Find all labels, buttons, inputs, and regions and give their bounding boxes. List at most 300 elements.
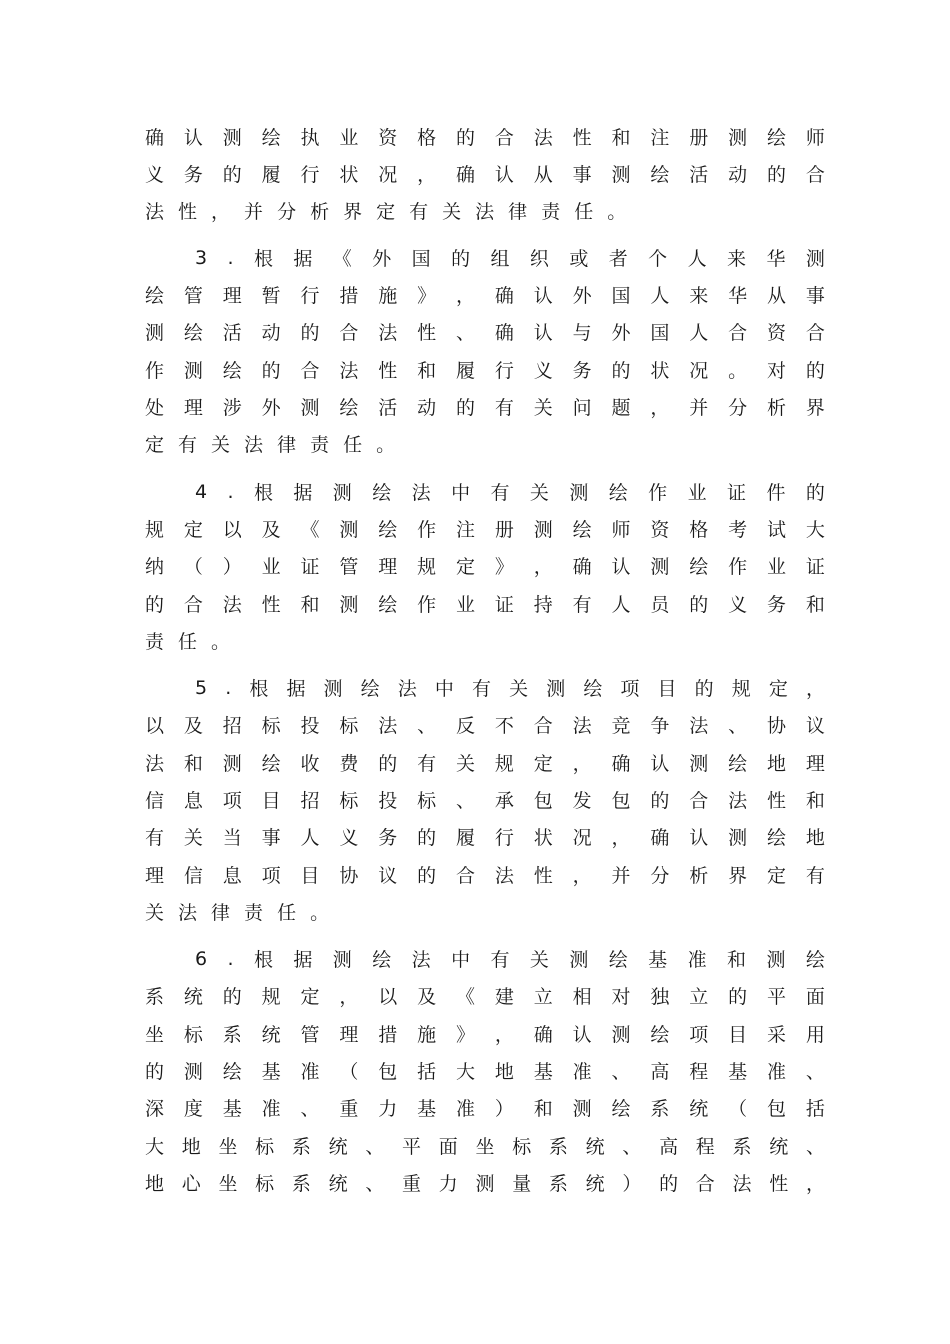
text-char: 人 [611, 594, 631, 616]
text-char: 绘 [378, 594, 398, 616]
text-char: 务 [378, 827, 398, 849]
text-char: 息 [183, 790, 203, 812]
text-char: 的 [659, 1173, 679, 1195]
text-char: 分 [277, 201, 297, 223]
text-char: 来 [727, 248, 747, 270]
text-char: 管 [339, 556, 359, 578]
text-char: 绘 [339, 397, 359, 419]
text-char: 信 [183, 865, 203, 887]
text-char: 合 [494, 127, 514, 149]
text-char: 业 [687, 482, 707, 504]
text-char: 认 [611, 556, 631, 578]
text-char: 测 [650, 556, 670, 578]
text-char: 中 [451, 949, 471, 971]
text-char: 绘 [650, 164, 670, 186]
text-char: 测 [300, 397, 320, 419]
text-char: 测 [332, 949, 352, 971]
text-char: 定 [300, 986, 320, 1008]
text-char: 测 [805, 248, 825, 270]
text-char: 任 [574, 201, 594, 223]
text-char: 动 [728, 164, 748, 186]
text-char: 活 [222, 322, 242, 344]
text-char: 有 [490, 949, 510, 971]
text-char: 承 [494, 790, 514, 812]
text-char: 规 [417, 556, 437, 578]
text-char: 况 [572, 827, 592, 849]
text-char: 和 [805, 594, 825, 616]
text-char: 合 [695, 1173, 715, 1195]
text-char: 地 [767, 753, 787, 775]
text-char: 大 [145, 1136, 165, 1158]
text-char: 基 [533, 1061, 553, 1083]
text-line [145, 622, 825, 659]
text-char: 法 [572, 715, 592, 737]
text-char: ， [533, 556, 553, 578]
text-line [145, 977, 825, 1014]
text-char: 绘 [261, 753, 281, 775]
text-char: 问 [572, 397, 592, 419]
text-char: 师 [805, 127, 825, 149]
text-char: 标 [255, 1136, 275, 1158]
text-char: 标 [417, 790, 437, 812]
text-char: 程 [689, 1061, 709, 1083]
text-char: 有 [572, 594, 592, 616]
text-char: 绘 [372, 482, 392, 504]
text-char: 、 [365, 1136, 385, 1158]
text-char: 的 [300, 322, 320, 344]
text-char: 括 [417, 1061, 437, 1083]
text-char: 争 [650, 715, 670, 737]
text-char: 准 [261, 1098, 281, 1120]
text-char: 人 [650, 285, 670, 307]
text-char: 涉 [222, 397, 242, 419]
text-char: 、 [728, 715, 748, 737]
text-char: 任 [277, 902, 297, 924]
text-char: 界 [343, 201, 363, 223]
text-char: 状 [650, 360, 670, 382]
text-char: 的 [145, 1061, 165, 1083]
text-char: 或 [569, 248, 589, 270]
text-char: 理 [339, 1024, 359, 1046]
text-char: 规 [731, 678, 751, 700]
text-char: 并 [244, 201, 264, 223]
text-char: 析 [310, 201, 330, 223]
text-char: 程 [695, 1136, 715, 1158]
text-char: 地 [145, 1173, 165, 1195]
text-char: 招 [300, 790, 320, 812]
text-line [145, 744, 825, 781]
text-char: 外 [611, 322, 631, 344]
text-char: 有 [417, 753, 437, 775]
text-char: 关 [529, 949, 549, 971]
text-char: 法 [411, 949, 431, 971]
text-char: 暂 [261, 285, 281, 307]
text-char: 处 [145, 397, 165, 419]
text-char: 定 [768, 678, 788, 700]
text-char: 华 [728, 285, 748, 307]
text-char: 务 [183, 164, 203, 186]
text-char: 状 [339, 164, 359, 186]
text-char: 的 [805, 482, 825, 504]
text-char: 测 [546, 678, 566, 700]
text-char: 界 [805, 397, 825, 419]
text-line [145, 118, 825, 155]
text-char: 的 [451, 248, 471, 270]
text-char: 绘 [650, 1024, 670, 1046]
text-char: 律 [277, 434, 297, 456]
text-char: ， [572, 753, 592, 775]
text-char: 确 [533, 1024, 553, 1046]
text-char: 织 [529, 248, 549, 270]
paragraph-start-line [195, 239, 825, 276]
text-char: 性 [417, 322, 437, 344]
text-char: 证 [300, 556, 320, 578]
text-char: 测 [475, 1173, 495, 1195]
text-char: 国 [411, 248, 431, 270]
text-char: 不 [494, 715, 514, 737]
text-char: 法 [145, 753, 165, 775]
text-char: 理 [183, 397, 203, 419]
text-char: ， [572, 865, 592, 887]
text-char: 立 [533, 986, 553, 1008]
text-char: 析 [689, 865, 709, 887]
text-char: 措 [339, 285, 359, 307]
text-char: 的 [145, 594, 165, 616]
text-char: 有 [490, 482, 510, 504]
text-char: 析 [767, 397, 787, 419]
text-char: 测 [339, 519, 359, 541]
text-char: 绘 [145, 285, 165, 307]
text-char: 律 [508, 201, 528, 223]
text-char: 合 [689, 790, 709, 812]
text-char: 的 [767, 164, 787, 186]
text-char: 测 [183, 1061, 203, 1083]
text-char: 理 [145, 865, 165, 887]
text-char: 括 [805, 1098, 825, 1120]
text-char: 和 [533, 1098, 553, 1120]
text-char: 》 [494, 556, 514, 578]
text-char: 议 [805, 715, 825, 737]
text-char: 资 [650, 519, 670, 541]
text-char: 确 [611, 753, 631, 775]
text-char: 绘 [261, 127, 281, 149]
text-char: 义 [339, 827, 359, 849]
text-char: 测 [611, 164, 631, 186]
text-char: 合 [805, 322, 825, 344]
text-char: 关 [533, 397, 553, 419]
text-char: 国 [611, 285, 631, 307]
text-char: ， [339, 986, 359, 1008]
text-char: 关 [145, 902, 165, 924]
text-char: 坐 [475, 1136, 495, 1158]
text-char: 册 [494, 519, 514, 541]
text-char: 的 [222, 986, 242, 1008]
text-char: 据 [293, 949, 313, 971]
text-char: 人 [689, 322, 709, 344]
text-char: 准 [687, 949, 707, 971]
text-char: 来 [689, 285, 709, 307]
text-char: 重 [339, 1098, 359, 1120]
text-char: 确 [494, 285, 514, 307]
text-char: 持 [533, 594, 553, 616]
text-char: 况 [378, 164, 398, 186]
text-char: 务 [767, 594, 787, 616]
text-char: 国 [650, 322, 670, 344]
text-char: 活 [378, 397, 398, 419]
text-char: 采 [767, 1024, 787, 1046]
text-char: 法 [397, 678, 417, 700]
text-char: 认 [572, 1024, 592, 1046]
text-char: 面 [438, 1136, 458, 1158]
text-char: 绘 [767, 827, 787, 849]
text-char: 作 [648, 482, 668, 504]
text-line [145, 155, 825, 192]
text-char: 试 [767, 519, 787, 541]
text-char: 心 [181, 1173, 201, 1195]
text-line [145, 1052, 825, 1089]
text-char: 测 [323, 678, 343, 700]
text-char: 绘 [583, 678, 603, 700]
text-char: 确 [650, 827, 670, 849]
text-char: 目 [300, 865, 320, 887]
text-char: 有 [409, 201, 429, 223]
text-char: 的 [456, 127, 476, 149]
text-char: 外 [261, 397, 281, 419]
text-char: 注 [650, 127, 670, 149]
text-char: 绘 [608, 949, 628, 971]
paragraph-start-line [195, 940, 825, 977]
text-char: 业 [767, 556, 787, 578]
text-char: 统 [689, 1098, 709, 1120]
text-char: 并 [611, 865, 631, 887]
text-char: 合 [183, 594, 203, 616]
text-char: 对 [611, 986, 631, 1008]
text-char: 系 [548, 1136, 568, 1158]
text-char: 理 [805, 753, 825, 775]
text-char: 规 [261, 986, 281, 1008]
text-char: 基 [648, 949, 668, 971]
text-char: 法 [222, 594, 242, 616]
text-char: 绘 [805, 949, 825, 971]
text-char: 师 [611, 519, 631, 541]
text-char: 系 [291, 1136, 311, 1158]
text-char: 认 [494, 164, 514, 186]
text-char: 测 [533, 519, 553, 541]
text-char: 确 [145, 127, 165, 149]
text-char: 据 [293, 482, 313, 504]
text-char: 外 [372, 248, 392, 270]
text-char: 基 [222, 1098, 242, 1120]
text-char: 件 [766, 482, 786, 504]
text-char: 确 [494, 322, 514, 344]
text-char: 状 [533, 827, 553, 849]
text-char: 认 [533, 285, 553, 307]
text-char: 认 [183, 127, 203, 149]
text-char: 的 [728, 986, 748, 1008]
text-char: 坐 [145, 1024, 165, 1046]
text-char: 。 [310, 902, 330, 924]
text-char: 确 [572, 556, 592, 578]
text-char: 、 [300, 1098, 320, 1120]
text-char: 组 [490, 248, 510, 270]
text-char: 。 [728, 360, 748, 382]
text-char: 包 [378, 1061, 398, 1083]
text-char: 合 [728, 322, 748, 344]
text-char: 责 [145, 631, 165, 653]
text-char: 法 [178, 902, 198, 924]
text-char: 合 [456, 865, 476, 887]
text-char: 标 [183, 1024, 203, 1046]
text-char: 律 [211, 902, 231, 924]
text-char: 测 [611, 1024, 631, 1046]
text-char: 用 [805, 1024, 825, 1046]
text-char: 统 [585, 1136, 605, 1158]
text-char: 外 [572, 285, 592, 307]
text-char: 行 [300, 285, 320, 307]
text-char: 行 [494, 827, 514, 849]
text-char: ， [611, 827, 631, 849]
text-line [145, 1164, 825, 1201]
text-char: 考 [728, 519, 748, 541]
text-char: 3 [195, 246, 208, 269]
text-char: 义 [145, 164, 165, 186]
text-char: 发 [572, 790, 592, 812]
text-char: 绘 [378, 519, 398, 541]
text-char: 测 [766, 949, 786, 971]
text-char: 定 [145, 434, 165, 456]
text-char: 、 [611, 1061, 631, 1083]
text-char: 根 [253, 482, 273, 504]
text-char: 规 [145, 519, 165, 541]
text-char: 基 [261, 1061, 281, 1083]
text-char: 包 [533, 790, 553, 812]
text-char: 管 [183, 285, 203, 307]
text-char: 和 [727, 949, 747, 971]
text-char: 。 [607, 201, 627, 223]
text-char: 法 [378, 715, 398, 737]
text-line [145, 1015, 825, 1052]
text-char: 统 [183, 986, 203, 1008]
text-char: 统 [585, 1173, 605, 1195]
text-line [145, 510, 825, 547]
text-char: 定 [376, 201, 396, 223]
text-char: 根 [253, 949, 273, 971]
text-char: 测 [689, 753, 709, 775]
text-char: 绘 [183, 322, 203, 344]
text-char: 格 [417, 127, 437, 149]
text-char: 高 [650, 1061, 670, 1083]
text-char: 4 [195, 480, 208, 503]
text-char: 平 [402, 1136, 422, 1158]
text-char: 法 [339, 360, 359, 382]
text-char: 义 [728, 594, 748, 616]
text-line [145, 313, 825, 350]
text-char: 个 [648, 248, 668, 270]
text-char: 测 [145, 322, 165, 344]
text-char: 从 [533, 164, 553, 186]
text-char: 地 [805, 827, 825, 849]
text-char: 的 [417, 865, 437, 887]
text-char: 有 [494, 397, 514, 419]
text-char: （ [183, 556, 203, 578]
text-char: 的 [694, 678, 714, 700]
text-char: 动 [261, 322, 281, 344]
text-char: 。 [376, 434, 396, 456]
text-char: 力 [438, 1173, 458, 1195]
text-char: 理 [378, 556, 398, 578]
text-char: 认 [689, 827, 709, 849]
text-char: 和 [805, 790, 825, 812]
text-char: 以 [222, 519, 242, 541]
text-char: 规 [494, 753, 514, 775]
text-char: 系 [650, 1098, 670, 1120]
text-char: 及 [183, 715, 203, 737]
text-char: 标 [255, 1173, 275, 1195]
text-char: 标 [339, 790, 359, 812]
text-char: 测 [569, 949, 589, 971]
text-char: 合 [533, 715, 553, 737]
text-char: 、 [456, 322, 476, 344]
text-char: 法 [728, 790, 748, 812]
text-char: 面 [805, 986, 825, 1008]
text-char: 统 [261, 1024, 281, 1046]
text-char: 据 [293, 248, 313, 270]
text-char: 测 [332, 482, 352, 504]
text-char: 关 [442, 201, 462, 223]
text-char: 动 [417, 397, 437, 419]
text-char: 相 [572, 986, 592, 1008]
text-char: 册 [689, 127, 709, 149]
text-char: 。 [211, 631, 231, 653]
text-char: 测 [183, 360, 203, 382]
text-line [145, 706, 825, 743]
text-char: 者 [608, 248, 628, 270]
text-char: 定 [767, 865, 787, 887]
text-char: 测 [728, 827, 748, 849]
text-char: 关 [211, 434, 231, 456]
text-char: 系 [291, 1173, 311, 1195]
text-line [145, 1089, 825, 1126]
text-char: 履 [456, 360, 476, 382]
text-char: 目 [728, 1024, 748, 1046]
text-char: 测 [572, 1098, 592, 1120]
text-char: 根 [253, 248, 273, 270]
text-char: 证 [727, 482, 747, 504]
text-char: 标 [339, 715, 359, 737]
text-char: ） [222, 556, 242, 578]
text-char: 统 [328, 1136, 348, 1158]
text-char: 绘 [222, 360, 242, 382]
text-char: 投 [300, 715, 320, 737]
text-char: 证 [494, 594, 514, 616]
text-char: 的 [456, 397, 476, 419]
text-char: 合 [339, 322, 359, 344]
text-char: 量 [512, 1173, 532, 1195]
text-char: 基 [417, 1098, 437, 1120]
text-char: 绘 [222, 1061, 242, 1083]
text-char: 地 [494, 1061, 514, 1083]
text-char: 界 [728, 865, 748, 887]
text-char: 大 [456, 1061, 476, 1083]
text-char: 高 [659, 1136, 679, 1158]
text-char: 项 [261, 865, 281, 887]
text-char: 项 [620, 678, 640, 700]
text-char: 收 [300, 753, 320, 775]
text-char: 员 [650, 594, 670, 616]
text-char: 6 [195, 947, 208, 970]
text-char: 费 [339, 753, 359, 775]
text-char: 协 [339, 865, 359, 887]
